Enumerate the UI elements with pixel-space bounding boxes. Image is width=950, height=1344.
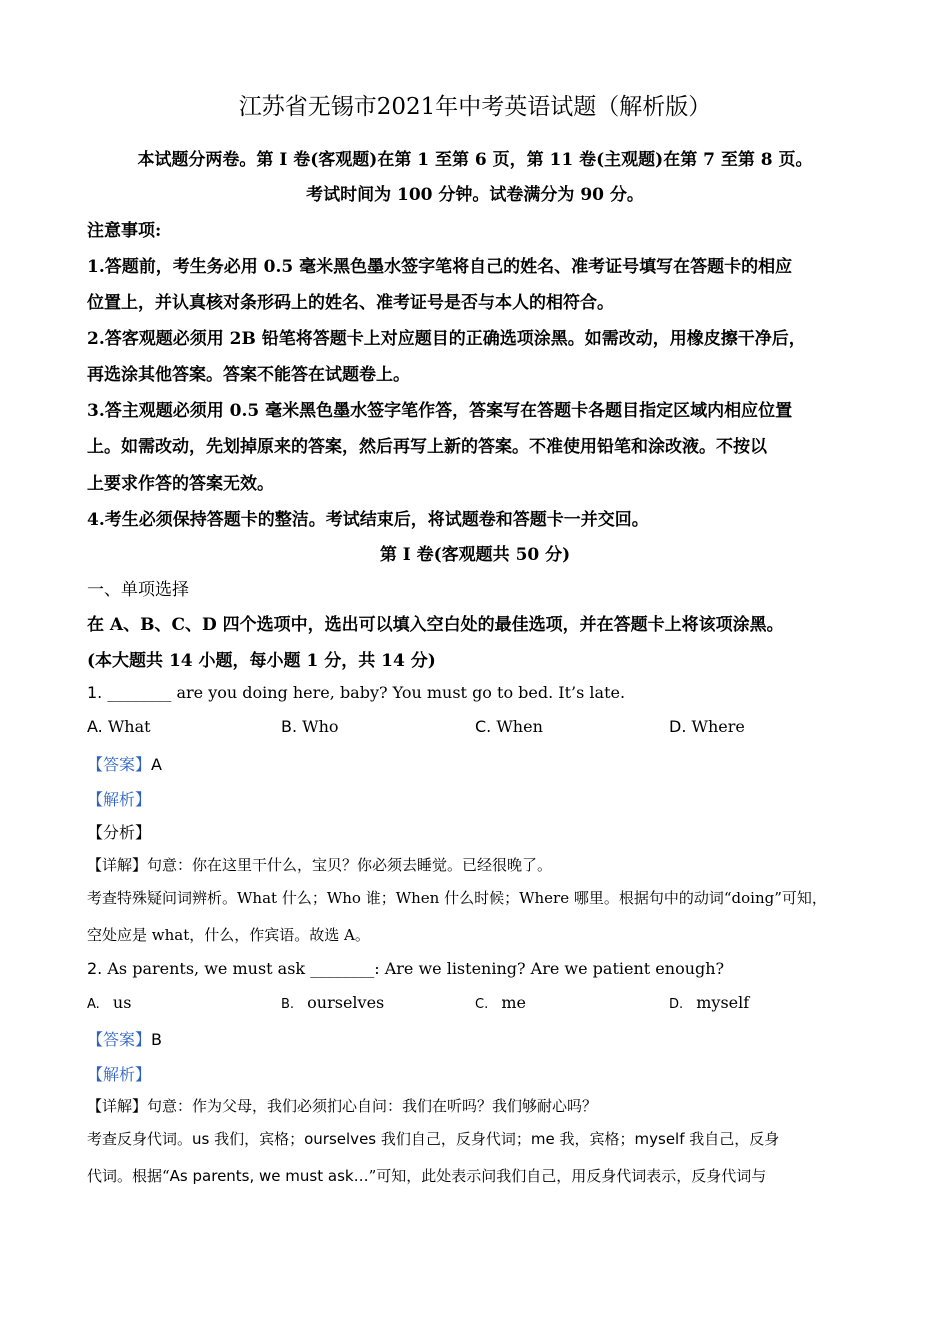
option-text: me: [501, 993, 526, 1012]
intro-line-2: 考试时间为 100 分钟。试卷满分为 90 分。: [306, 185, 644, 205]
option-text: What: [107, 717, 151, 736]
answer-tag: 【答案】: [87, 1030, 152, 1049]
option-letter: B.: [281, 717, 298, 736]
q2-analysis-tag: 【解析】: [87, 1065, 152, 1084]
q2-detail: 【详解】句意：作为父母，我们必须扪心自问：我们在听吗？我们够耐心吗？: [87, 1097, 598, 1115]
explain-text: 我们，宾格；: [209, 1130, 305, 1148]
part-heading: 一、单项选择: [87, 580, 189, 600]
explain-text: ”可知，此处表示问我们自己，用反身代词表示，反身代词与: [368, 1167, 767, 1185]
option-letter: C.: [475, 997, 489, 1012]
q1-answer: [87, 752, 162, 775]
section-title: 第 I 卷(客观题共 50 分): [379, 545, 571, 565]
notice-line: 上。如需改动，先划掉原来的答案，然后再写上新的答案。不准使用铅笔和涂改液。不按以: [87, 437, 767, 457]
notice-line: 位置上，并认真核对条形码上的姓名、准考证号是否与本人的相符合。: [87, 293, 614, 313]
q1-explain-line-1: 考查特殊疑问词辨析。What 什么；Who 谁；When 什么时候；Where 哪里。根据句中的动词“doing”可知，: [87, 889, 827, 907]
instruction-line-1: 在 A、B、C、D 四个选项中，选出可以填入空白处的最佳选项，并在答题卡上将该项涂黑。: [87, 615, 784, 635]
answer-value: A: [151, 755, 162, 774]
q1-detail: 【详解】句意：你在这里干什么，宝贝？你必须去睡觉。已经很晚了。: [87, 856, 553, 874]
option-text: myself: [696, 993, 750, 1012]
explain-term: myself: [634, 1130, 685, 1148]
explain-text: 考查反身代词。: [87, 1130, 193, 1148]
explain-quote: As parents, we must ask…: [169, 1167, 369, 1185]
question-text: ________ are you doing here, baby? You must go to bed. It’s late.: [107, 683, 626, 702]
q2-option-b[interactable]: [281, 993, 384, 1012]
answer-tag: 【答案】: [87, 755, 152, 774]
q2-answer: [87, 1027, 162, 1050]
explain-term: ourselves: [304, 1130, 377, 1148]
explain-text: 我，宾格；: [554, 1130, 635, 1148]
notice-line: 上要求作答的答案无效。: [87, 474, 274, 494]
q2-explain-line-2: [87, 1165, 766, 1186]
notice-line: 再选涂其他答案。答案不能答在试题卷上。: [87, 365, 410, 385]
option-text: us: [112, 993, 132, 1012]
option-text: Where: [691, 717, 745, 736]
explain-text: 我自己，反身: [684, 1130, 780, 1148]
intro-line-1: 本试题分两卷。第 I 卷(客观题)在第 1 至第 6 页，第 11 卷(主观题)在第 7 至第 8 页。: [137, 150, 813, 170]
notice-line: 4.考生必须保持答题卡的整洁。考试结束后，将试题卷和答题卡一并交回。: [87, 510, 649, 530]
page-title: 江苏省无锡市2021年中考英语试题（解析版）: [238, 94, 712, 120]
option-text: Who: [302, 717, 339, 736]
notice-heading: 注意事项:: [87, 221, 162, 241]
instruction-line-2: (本大题共 14 小题，每小题 1 分，共 14 分): [87, 651, 436, 671]
q1-option-b[interactable]: [281, 717, 339, 736]
q2-option-d[interactable]: [669, 993, 749, 1012]
option-letter: C.: [475, 717, 492, 736]
notice-line: 2.答客观题必须用 2B 铅笔将答题卡上对应题目的正确选项涂黑。如需改动，用橡皮擦干净后，: [87, 329, 806, 349]
explain-text: 我们自己，反身代词；: [376, 1130, 531, 1148]
question-2-stem: [87, 959, 724, 978]
q2-option-c[interactable]: [475, 993, 526, 1012]
question-number: 1.: [87, 683, 103, 702]
option-letter: A.: [87, 717, 103, 736]
q1-analysis-tag: 【解析】: [87, 790, 152, 809]
question-number: 2.: [87, 959, 103, 978]
notice-line: 3.答主观题必须用 0.5 毫米黑色墨水签字笔作答，答案写在答题卡各题目指定区域内相应位置: [87, 401, 793, 421]
q2-option-a[interactable]: [87, 993, 131, 1012]
option-letter: D.: [669, 997, 684, 1012]
q1-option-c[interactable]: [475, 717, 543, 736]
q1-fenxi-tag: 【分析】: [87, 823, 152, 842]
option-letter: A.: [87, 997, 100, 1012]
explain-text: 代词。根据“: [87, 1167, 170, 1185]
option-letter: B.: [281, 997, 295, 1012]
notice-line: 1.答题前，考生务必用 0.5 毫米黑色墨水签字笔将自己的姓名、准考证号填写在答题卡的相应: [87, 257, 793, 277]
option-text: ourselves: [307, 993, 385, 1012]
option-text: When: [496, 717, 543, 736]
q1-explain-line-2: 空处应是 what，什么，作宾语。故选 A。: [87, 926, 370, 944]
question-text: As parents, we must ask ________: Are we listening? Are we patient enough?: [107, 959, 725, 978]
option-letter: D.: [669, 717, 687, 736]
explain-term: me: [530, 1130, 555, 1148]
q1-option-a[interactable]: [87, 717, 151, 736]
q2-explain-line-1: [87, 1128, 779, 1149]
explain-term: us: [192, 1130, 210, 1148]
answer-value: B: [151, 1030, 162, 1049]
question-1-stem: [87, 683, 625, 702]
q1-option-d[interactable]: [669, 717, 745, 736]
